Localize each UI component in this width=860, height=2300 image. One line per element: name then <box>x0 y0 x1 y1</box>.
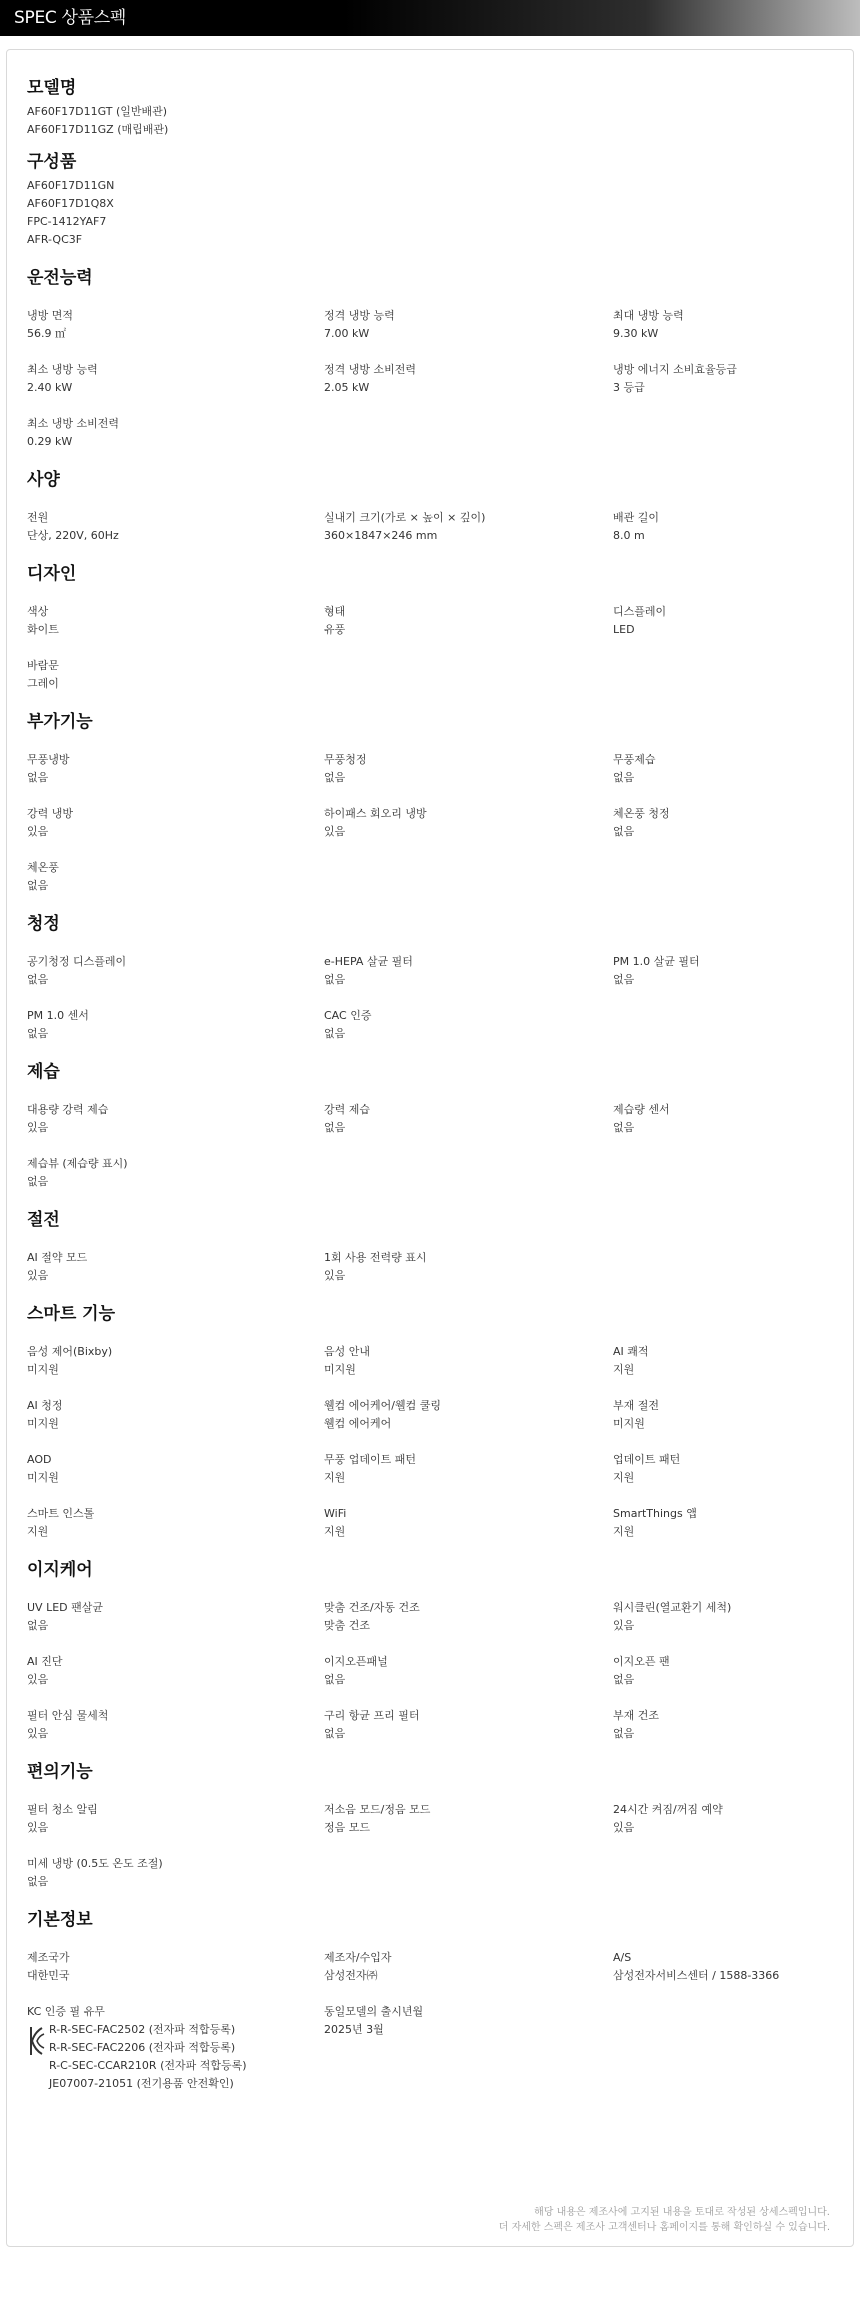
spec-content <box>27 77 837 2093</box>
spec-grid <box>27 509 837 545</box>
spec-value: 없음 <box>27 1875 49 1888</box>
section-title: 청정 <box>27 914 60 934</box>
spec-item <box>27 1949 324 1985</box>
spec-item <box>613 1505 837 1541</box>
spec-section <box>27 1559 837 1743</box>
spec-grid <box>27 953 837 1043</box>
spec-label: KC 인증 필 유무 <box>27 2005 105 2018</box>
spec-item <box>27 751 324 787</box>
spec-value: 2.40 kW <box>27 381 73 394</box>
spec-value: 7.00 kW <box>324 327 370 340</box>
spec-value: 없음 <box>324 1027 346 1040</box>
spec-value: 정음 모드 <box>324 1821 371 1834</box>
spec-section <box>27 267 837 451</box>
spec-label: A/S <box>613 1951 632 1964</box>
spec-item <box>613 1801 837 1837</box>
spec-item <box>27 1155 324 1191</box>
spec-label: 실내기 크기(가로 × 높이 × 깊이) <box>324 511 486 524</box>
spec-label: 체온풍 청정 <box>613 807 670 820</box>
spec-section <box>27 1761 837 1891</box>
spec-label: 최소 냉방 능력 <box>27 363 98 376</box>
spec-label: AI 청정 <box>27 1399 63 1412</box>
spec-label: 형태 <box>324 605 346 618</box>
spec-value: 삼성전자서비스센터 / 1588-3366 <box>613 1969 780 1982</box>
spec-value: 3 등급 <box>613 381 645 394</box>
spec-item <box>324 509 613 545</box>
component-value: AF60F17D1Q8X <box>27 197 114 210</box>
spec-label: 제습뷰 (제습량 표시) <box>27 1157 128 1170</box>
spec-value: 없음 <box>324 1673 346 1686</box>
spec-item <box>27 657 324 693</box>
spec-value: 56.9 ㎡ <box>27 327 66 340</box>
spec-section <box>27 563 837 693</box>
spec-value: 있음 <box>613 1619 635 1632</box>
spec-item <box>324 2003 613 2093</box>
component-value: AF60F17D11GN <box>27 179 115 192</box>
component-value: FPC-1412YAF7 <box>27 215 107 228</box>
spec-disclaimer <box>499 2205 830 2235</box>
spec-label: 음성 제어(Bixby) <box>27 1345 113 1358</box>
spec-item <box>27 361 324 397</box>
spec-value: 있음 <box>27 1121 49 1134</box>
spec-value: 없음 <box>324 973 346 986</box>
spec-item <box>27 1801 324 1837</box>
spec-item <box>613 1397 837 1433</box>
spec-item <box>613 307 837 343</box>
spec-label: 이지오픈 팬 <box>613 1655 670 1668</box>
spec-label: 구리 항균 프리 필터 <box>324 1709 420 1722</box>
spec-item <box>324 1249 613 1285</box>
section-title: 이지케어 <box>27 1560 93 1580</box>
spec-item <box>27 603 324 639</box>
kc-line: R-C-SEC-CCAR210R (전자파 적합등록) <box>49 2059 247 2072</box>
spec-item <box>27 509 324 545</box>
spec-value: 유풍 <box>324 623 346 636</box>
spec-item <box>324 1707 613 1743</box>
spec-value: 있음 <box>27 825 49 838</box>
spec-value: 단상, 220V, 60Hz <box>27 529 119 542</box>
spec-grid <box>27 1343 837 1541</box>
spec-item <box>324 1505 613 1541</box>
spec-section-basic-info <box>27 1909 837 2093</box>
spec-value: 지원 <box>613 1363 635 1376</box>
spec-section <box>27 1209 837 1285</box>
spec-item <box>324 1451 613 1487</box>
spec-value: 있음 <box>27 1821 49 1834</box>
spec-label: 저소음 모드/정음 모드 <box>324 1803 431 1816</box>
spec-item <box>613 509 837 545</box>
spec-item <box>613 1101 837 1137</box>
spec-value: 있음 <box>27 1727 49 1740</box>
spec-label: 최대 냉방 능력 <box>613 309 684 322</box>
spec-sections <box>27 267 837 1891</box>
spec-item <box>27 805 324 841</box>
spec-value: 있음 <box>324 825 346 838</box>
spec-label: 체온풍 <box>27 861 59 874</box>
spec-value: 지원 <box>27 1525 49 1538</box>
section-title: 사양 <box>27 470 60 490</box>
spec-value: 없음 <box>324 771 346 784</box>
spec-label: PM 1.0 살균 필터 <box>613 955 700 968</box>
kc-mark-icon <box>27 2023 47 2059</box>
spec-item <box>27 1343 324 1379</box>
spec-item <box>27 1249 324 1285</box>
spec-label: 부재 절전 <box>613 1399 660 1412</box>
section-title: 운전능력 <box>27 268 93 288</box>
kc-certification <box>27 2021 324 2093</box>
section-title: 편의기능 <box>27 1762 93 1782</box>
spec-label: PM 1.0 센서 <box>27 1009 89 1022</box>
spec-value: 0.29 kW <box>27 435 73 448</box>
spec-label: 냉방 에너지 소비효율등급 <box>613 363 737 376</box>
spec-value: 없음 <box>613 825 635 838</box>
spec-label: 디스플레이 <box>613 605 667 618</box>
spec-value: 없음 <box>324 1727 346 1740</box>
spec-label: 무풍제습 <box>613 753 656 766</box>
spec-value: 대한민국 <box>27 1969 70 1982</box>
spec-value: 없음 <box>613 1673 635 1686</box>
spec-section <box>27 913 837 1043</box>
spec-item <box>613 1451 837 1487</box>
kc-lines <box>49 2021 247 2093</box>
spec-label: AOD <box>27 1453 52 1466</box>
spec-label: 제습량 센서 <box>613 1103 670 1116</box>
component-value: AFR-QC3F <box>27 233 83 246</box>
spec-value: 있음 <box>613 1821 635 1834</box>
spec-label: 정격 냉방 능력 <box>324 309 395 322</box>
spec-label: e-HEPA 살균 필터 <box>324 955 413 968</box>
spec-value: 지원 <box>613 1471 635 1484</box>
spec-label: UV LED 팬살균 <box>27 1601 103 1614</box>
spec-item <box>613 1949 837 1985</box>
spec-label: 워시클린(열교환기 세척) <box>613 1601 732 1614</box>
spec-item <box>27 1855 324 1891</box>
spec-item <box>613 1653 837 1689</box>
spec-value: 없음 <box>613 1727 635 1740</box>
spec-item <box>613 1343 837 1379</box>
spec-label: 배관 길이 <box>613 511 660 524</box>
spec-label: CAC 인증 <box>324 1009 372 1022</box>
spec-value: 없음 <box>613 1121 635 1134</box>
spec-label: WiFi <box>324 1507 347 1520</box>
spec-item <box>324 1653 613 1689</box>
spec-header-bar <box>0 0 860 36</box>
spec-label: 필터 청소 알림 <box>27 1803 98 1816</box>
spec-label: 강력 제습 <box>324 1103 371 1116</box>
spec-item <box>324 361 613 397</box>
model-name-value: AF60F17D11GZ (매립배관) <box>27 123 169 136</box>
section-title: 디자인 <box>27 564 77 584</box>
spec-value: 미지원 <box>613 1417 645 1430</box>
spec-item <box>27 1653 324 1689</box>
spec-value: 없음 <box>613 973 635 986</box>
spec-item <box>613 1707 837 1743</box>
spec-item <box>324 1007 613 1043</box>
spec-section <box>27 1061 837 1191</box>
kc-line: JE07007-21051 (전기용품 안전확인) <box>49 2077 234 2090</box>
spec-item <box>27 1101 324 1137</box>
spec-value: 없음 <box>613 771 635 784</box>
spec-value: 웰컴 에어케어 <box>324 1417 392 1430</box>
spec-item <box>324 953 613 989</box>
spec-grid <box>27 603 837 693</box>
spec-card <box>6 49 854 2247</box>
spec-item <box>27 1599 324 1635</box>
spec-item <box>613 805 837 841</box>
spec-label: 냉방 면적 <box>27 309 74 322</box>
spec-item <box>27 859 324 895</box>
spec-label: 공기청정 디스플레이 <box>27 955 127 968</box>
spec-item <box>324 1101 613 1137</box>
spec-item-kc <box>27 2003 324 2093</box>
spec-grid <box>27 1101 837 1191</box>
spec-value: 없음 <box>27 1619 49 1632</box>
spec-label: AI 절약 모드 <box>27 1251 88 1264</box>
spec-value: 2025년 3월 <box>324 2023 384 2036</box>
section-title: 스마트 기능 <box>27 1304 116 1324</box>
spec-value: 지원 <box>324 1471 346 1484</box>
spec-label: 웰컴 에어케어/웰컴 쿨링 <box>324 1399 441 1412</box>
section-title: 기본정보 <box>27 1910 93 1930</box>
spec-label: AI 쾌적 <box>613 1345 649 1358</box>
spec-item <box>27 1397 324 1433</box>
spec-label: 맞춤 건조/자동 건조 <box>324 1601 420 1614</box>
section-title: 부가기능 <box>27 712 93 732</box>
spec-label: 강력 냉방 <box>27 807 74 820</box>
spec-item <box>613 751 837 787</box>
spec-value: 맞춤 건조 <box>324 1619 371 1632</box>
spec-label: 정격 냉방 소비전력 <box>324 363 417 376</box>
model-name-heading: 모델명 <box>27 78 77 98</box>
spec-value: 지원 <box>613 1525 635 1538</box>
spec-label: 스마트 인스톨 <box>27 1507 95 1520</box>
spec-label: 무풍 업데이트 패턴 <box>324 1453 417 1466</box>
spec-section <box>27 1303 837 1541</box>
spec-item <box>324 1801 613 1837</box>
model-name-value: AF60F17D11GT (일반배관) <box>27 105 168 118</box>
spec-item <box>613 953 837 989</box>
spec-item <box>27 307 324 343</box>
spec-grid <box>27 751 837 895</box>
spec-item <box>324 805 613 841</box>
spec-label: 제조국가 <box>27 1951 70 1964</box>
spec-value: 삼성전자㈜ <box>324 1969 378 1982</box>
kc-line: R-R-SEC-FAC2502 (전자파 적합등록) <box>49 2023 236 2036</box>
spec-item <box>324 751 613 787</box>
spec-item <box>324 1949 613 1985</box>
spec-item <box>613 361 837 397</box>
spec-value: 2.05 kW <box>324 381 370 394</box>
spec-label: 24시간 켜짐/꺼짐 예약 <box>613 1803 723 1816</box>
spec-grid <box>27 1801 837 1891</box>
spec-item <box>324 307 613 343</box>
spec-value: 8.0 m <box>613 529 645 542</box>
spec-header-title: SPEC 상품스펙 <box>14 8 127 28</box>
spec-item <box>27 1505 324 1541</box>
spec-label: 무풍청정 <box>324 753 367 766</box>
spec-label: 이지오픈패널 <box>324 1655 388 1668</box>
spec-value: 있음 <box>27 1673 49 1686</box>
spec-label: 부재 건조 <box>613 1709 660 1722</box>
spec-value: 없음 <box>27 1175 49 1188</box>
spec-section <box>27 469 837 545</box>
spec-item <box>613 603 837 639</box>
spec-grid <box>27 1599 837 1743</box>
spec-label: 음성 안내 <box>324 1345 371 1358</box>
spec-label: SmartThings 앱 <box>613 1507 697 1520</box>
disclaimer-line: 더 자세한 스펙은 제조사 고객센터나 홈페이지를 통해 확인하실 수 있습니다. <box>498 2222 830 2233</box>
spec-value: 미지원 <box>27 1417 59 1430</box>
spec-value: 화이트 <box>27 623 59 636</box>
spec-label: 미세 냉방 (0.5도 온도 조절) <box>27 1857 163 1870</box>
spec-value: 없음 <box>27 973 49 986</box>
spec-item <box>613 1599 837 1635</box>
kc-line: R-R-SEC-FAC2206 (전자파 적합등록) <box>49 2041 236 2054</box>
section-title: 제습 <box>27 1062 60 1082</box>
spec-label: 제조자/수입자 <box>324 1951 392 1964</box>
spec-value: 없음 <box>27 1027 49 1040</box>
spec-label: 바람문 <box>27 659 59 672</box>
spec-label: 업데이트 패턴 <box>613 1453 681 1466</box>
spec-item <box>324 1599 613 1635</box>
spec-label: 색상 <box>27 605 49 618</box>
spec-label: 필터 안심 물세척 <box>27 1709 109 1722</box>
spec-label: AI 진단 <box>27 1655 63 1668</box>
components-block <box>27 151 837 249</box>
model-name-block <box>27 77 837 139</box>
spec-value: 지원 <box>324 1525 346 1538</box>
spec-section <box>27 711 837 895</box>
spec-item <box>27 1007 324 1043</box>
spec-item <box>324 1343 613 1379</box>
components-heading: 구성품 <box>27 152 77 172</box>
spec-label: 최소 냉방 소비전력 <box>27 417 120 430</box>
disclaimer-line: 해당 내용은 제조사에 고지된 내용을 토대로 작성된 상세스펙입니다. <box>534 2207 830 2218</box>
spec-item <box>324 1397 613 1433</box>
spec-value: 미지원 <box>324 1363 356 1376</box>
spec-item <box>27 1707 324 1743</box>
spec-label: 무풍냉방 <box>27 753 70 766</box>
spec-value: 미지원 <box>27 1363 59 1376</box>
spec-grid <box>27 307 837 451</box>
spec-value: 없음 <box>324 1121 346 1134</box>
spec-value: 있음 <box>324 1269 346 1282</box>
spec-label: 전원 <box>27 511 49 524</box>
section-title: 절전 <box>27 1210 60 1230</box>
spec-grid <box>27 1949 837 2093</box>
spec-label: 대용량 강력 제습 <box>27 1103 109 1116</box>
spec-item <box>27 415 324 451</box>
spec-value: 없음 <box>27 879 49 892</box>
spec-item <box>27 1451 324 1487</box>
spec-value: 미지원 <box>27 1471 59 1484</box>
spec-label: 동일모델의 출시년월 <box>324 2005 424 2018</box>
spec-value: 360×1847×246 mm <box>324 529 438 542</box>
spec-value: LED <box>613 623 635 636</box>
spec-value: 그레이 <box>27 677 59 690</box>
spec-value: 없음 <box>27 771 49 784</box>
spec-label: 하이패스 회오리 냉방 <box>324 807 427 820</box>
spec-label: 1회 사용 전력량 표시 <box>324 1251 427 1264</box>
spec-item <box>324 603 613 639</box>
spec-grid <box>27 1249 837 1285</box>
spec-value: 있음 <box>27 1269 49 1282</box>
spec-item <box>27 953 324 989</box>
spec-value: 9.30 kW <box>613 327 659 340</box>
